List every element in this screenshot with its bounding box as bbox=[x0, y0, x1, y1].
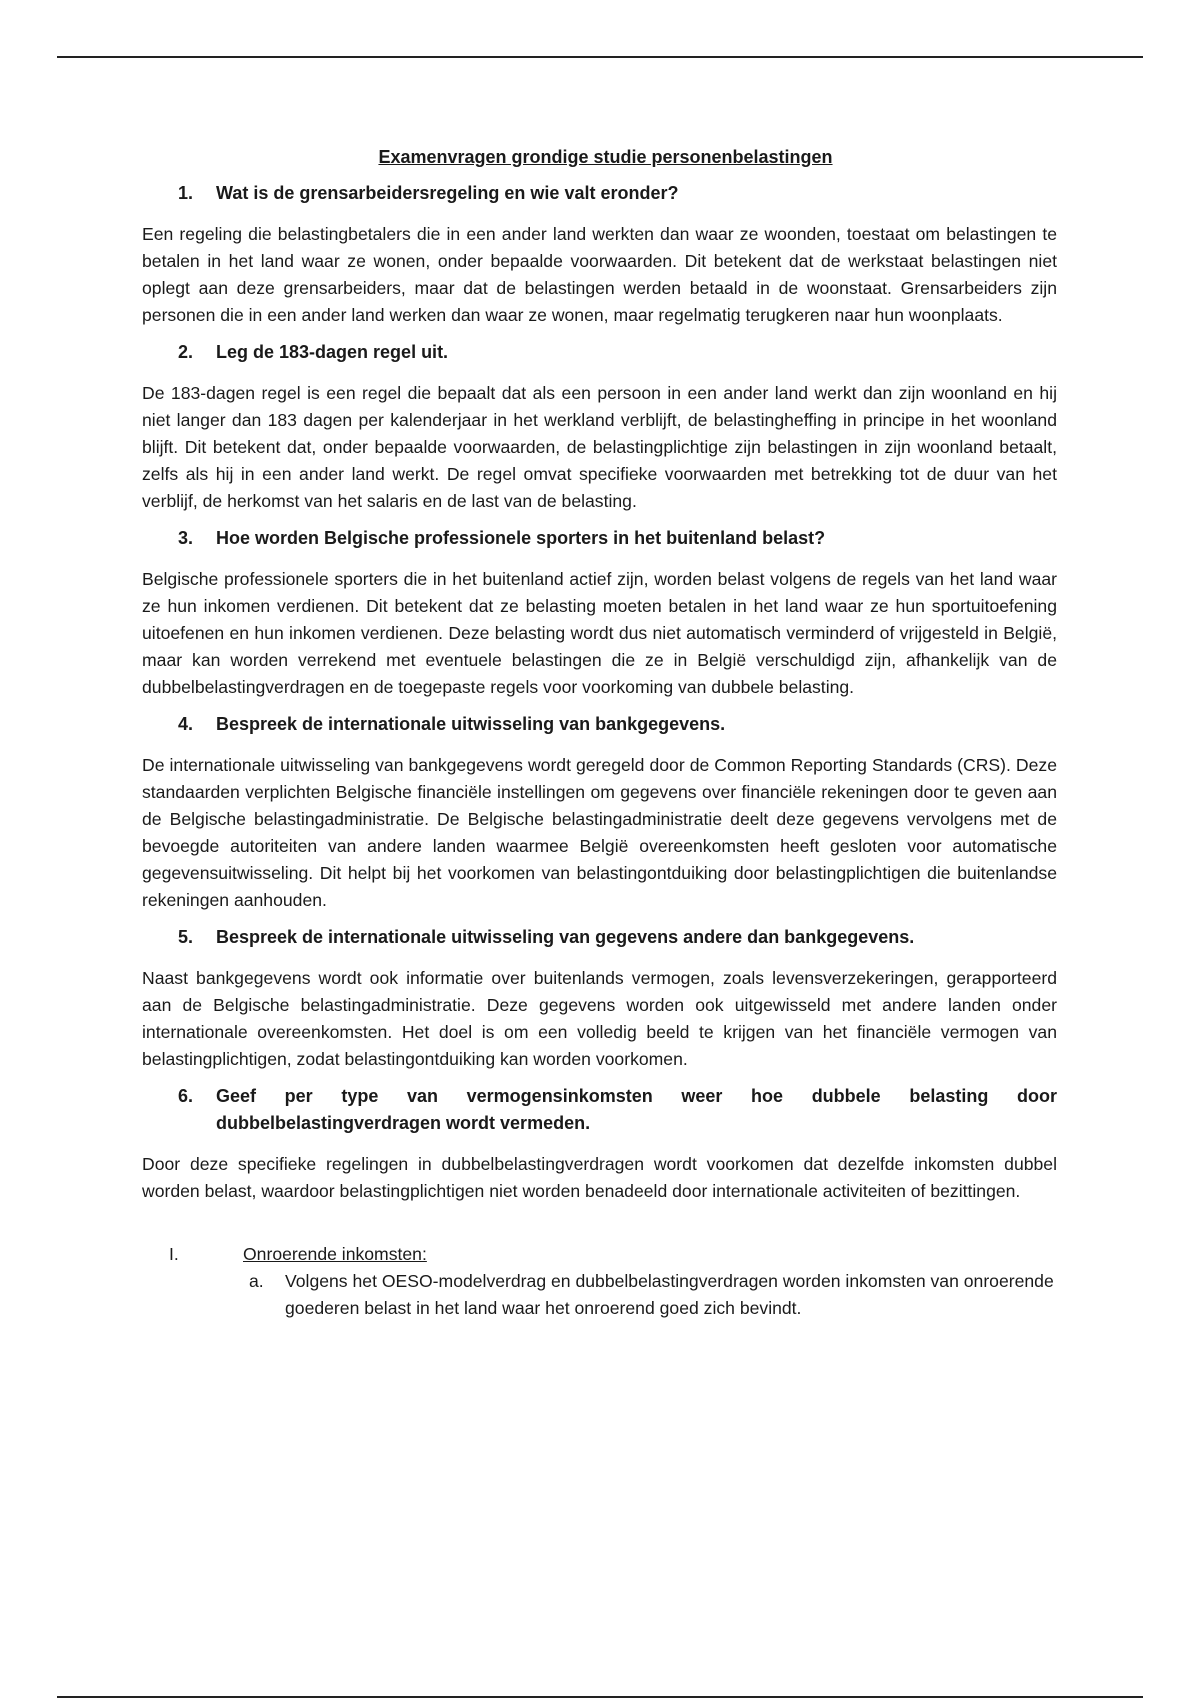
section-heading bbox=[142, 1241, 1057, 1268]
question-text: Bespreek de internationale uitwisseling van gegevens andere dan bankgegevens. bbox=[216, 927, 915, 947]
question-text: Hoe worden Belgische professionele sporters in het buitenland belast? bbox=[216, 528, 826, 548]
question-heading bbox=[142, 339, 1057, 366]
question-block-5 bbox=[142, 924, 1057, 1073]
question-heading bbox=[142, 924, 1057, 951]
question-block-4 bbox=[142, 711, 1057, 914]
question-number: 3. bbox=[178, 528, 194, 548]
footer-rule bbox=[57, 1696, 1143, 1698]
answer-paragraph: Een regeling die belastingbetalers die in een ander land werkten dan waar ze woonden, toestaat om belastingen te betalen in het land waar ze wonen, onder bepaalde voorwaarden. Dit betekent dat de werkstaat belastingen niet oplegt aan deze grensarbeiders, maar dat de belastingen werden betaald in de woonstaat. Grensarbeiders zijn personen die in een ander land werken dan waar ze wonen, maar regelmatig terugkeren naar hun woonplaats. bbox=[142, 224, 1057, 325]
question-text: Geef per type van vermogensinkomsten weer hoe dubbele belasting door dubbelbelastingverdragen wordt vermeden. bbox=[216, 1086, 1057, 1133]
answer-paragraph: Naast bankgegevens wordt ook informatie over buitenlands vermogen, zoals levensverzekeringen, gerapporteerd aan de Belgische belastingadministratie. Deze gegevens worden ook uitgewisseld met andere landen onder internationale overeenkomsten. Het doel is om een volledig beeld te krijgen van het financiële vermogen van belastingplichtigen, zodat belastingontduiking kan worden voorkomen. bbox=[142, 968, 1057, 1069]
question-number: 1. bbox=[178, 183, 194, 203]
list-item-text: Volgens het OESO-modelverdrag en dubbelbelastingverdragen worden inkomsten van onroerende goederen belast in het land waar het onroerend goed zich bevindt. bbox=[285, 1271, 1054, 1318]
question-block-1 bbox=[142, 180, 1057, 329]
question-number: 4. bbox=[178, 714, 194, 734]
question-heading bbox=[142, 525, 1057, 552]
answer-paragraph: De internationale uitwisseling van bankgegevens wordt geregeld door de Common Reporting Standards (CRS). Deze standaarden verplichten Belgische financiële instellingen om gegevens over financiële rekeningen door te geven aan de Belgische belastingadministratie. De Belgische belastingadministratie deelt deze gegevens vervolgens met de bevoegde autoriteiten van andere landen waarmee België overeenkomsten heeft gesloten voor automatische gegevensuitwisseling. Dit helpt bij het voorkomen van belastingontduiking door belastingplichtigen die buitenlandse rekeningen aanhouden. bbox=[142, 755, 1057, 910]
question-text: Bespreek de internationale uitwisseling van bankgegevens. bbox=[216, 714, 726, 734]
answer-paragraph: Door deze specifieke regelingen in dubbelbelastingverdragen wordt voorkomen dat dezelfde inkomsten dubbel worden belast, waardoor belastingplichtigen niet worden benadeeld door internationale activiteiten of bezittingen. bbox=[142, 1154, 1057, 1201]
question-number: 5. bbox=[178, 927, 194, 947]
header-rule bbox=[57, 56, 1143, 58]
question-number: 6. bbox=[178, 1086, 194, 1106]
question-text: Leg de 183-dagen regel uit. bbox=[216, 342, 449, 362]
question-block-6 bbox=[142, 1083, 1057, 1205]
question-heading bbox=[142, 711, 1057, 738]
question-block-3 bbox=[142, 525, 1057, 701]
question-text: Wat is de grensarbeidersregeling en wie valt eronder? bbox=[216, 183, 679, 203]
document-body bbox=[142, 140, 1057, 1322]
list-item-letter: a. bbox=[249, 1271, 264, 1291]
document-title: Examenvragen grondige studie personenbelastingen bbox=[378, 147, 833, 167]
question-heading bbox=[142, 180, 1057, 207]
question-block-2 bbox=[142, 339, 1057, 515]
question-number: 2. bbox=[178, 342, 194, 362]
question-heading bbox=[142, 1083, 1057, 1137]
answer-paragraph: De 183-dagen regel is een regel die bepaalt dat als een persoon in een ander land werkt dan zijn woonland en hij niet langer dan 183 dagen per kalenderjaar in het werkland verblijft, de belastingheffing in principe in het woonland blijft. Dit betekent dat, onder bepaalde voorwaarden, de belastingplichtige zijn belastingen in zijn woonland betaalt, zelfs als hij in een ander land werkt. De regel omvat specifieke voorwaarden met betrekking tot de duur van het verblijf, de herkomst van het salaris en de last van de belasting. bbox=[142, 383, 1057, 511]
section-title: Onroerende inkomsten: bbox=[243, 1244, 427, 1264]
answer-paragraph: Belgische professionele sporters die in het buitenland actief zijn, worden belast volgens de regels van het land waar ze hun inkomen verdienen. Dit betekent dat ze belasting moeten betalen in het land waar ze hun sportuitoefening uitoefenen en hun inkomen verdienen. Deze belasting wordt dus niet automatisch verminderd of vrijgesteld in België, maar kan worden verrekend met eventuele belastingen die ze in België verschuldigd zijn, afhankelijk van de dubbelbelastingverdragen en de toegepaste regels voor voorkoming van dubbele belasting. bbox=[142, 569, 1057, 697]
section-list-item bbox=[249, 1268, 1057, 1322]
section-number: I. bbox=[169, 1244, 179, 1264]
